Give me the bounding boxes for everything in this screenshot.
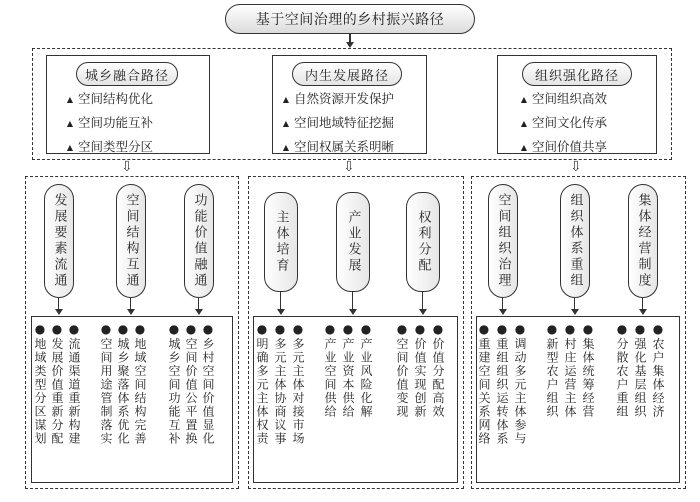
bullet-dot-icon: ● — [615, 322, 629, 338]
pillar-spatial-structure: 空间结构互通 — [116, 184, 146, 298]
pillar-connector — [422, 292, 423, 310]
bullet-dot-icon: ● — [184, 322, 198, 338]
pillar-industry-development: 产业发展 — [336, 192, 370, 292]
triangle-bullet-icon: ▲ — [66, 119, 74, 128]
bullet-dot-icon: ● — [651, 322, 665, 338]
triangle-bullet-icon: ▲ — [282, 119, 290, 128]
triangle-bullet-icon: ▲ — [520, 95, 528, 104]
detail-column: ●多元主体对接市场 — [291, 322, 305, 446]
detail-column: ●价值分配高效 — [431, 322, 445, 419]
detail-column: ●地域空间结构完善 — [133, 322, 147, 446]
detail-column: ●集体统筹经营 — [581, 322, 595, 419]
bullet-dot-icon: ● — [167, 322, 181, 338]
triangle-bullet-icon: ▲ — [282, 143, 290, 152]
pillar-connector — [352, 292, 353, 310]
path-header-label: 内生发展路径 — [304, 68, 389, 84]
bullet-dot-icon: ● — [431, 322, 445, 338]
diagram-title-text: 基于空间治理的乡村振兴路径 — [255, 12, 445, 28]
pillar-connector — [280, 292, 281, 310]
pillar-subject-cultivation: 主体培育 — [264, 192, 298, 292]
list-item: ▲ 空间类型分区 — [62, 135, 153, 159]
detail-column: ●空间价值公平置换 — [184, 322, 198, 446]
pillar-arrow-head — [55, 309, 63, 315]
path-header-urban-rural — [76, 62, 178, 86]
pillar-arrow-head — [127, 309, 135, 315]
bullet-dot-icon: ● — [116, 322, 130, 338]
pillar-arrow-head — [349, 309, 357, 315]
detail-column: ●流通渠道重新构建 — [67, 322, 81, 446]
pillar-collective-operation: 集体经营制度 — [628, 184, 658, 298]
pillar-arrow-head — [277, 309, 285, 315]
down-arrow-icon: ⇩ — [570, 159, 582, 175]
list-item: ▲ 空间权属关系明晰 — [278, 135, 394, 159]
detail-column: ●产业空间供给 — [323, 322, 337, 419]
triangle-bullet-icon: ▲ — [282, 95, 290, 104]
detail-column: ●重建空间关系网络 — [477, 322, 491, 446]
list-item: ▲ 自然资源开发保护 — [278, 87, 394, 111]
detail-column: ●产业资本供给 — [341, 322, 355, 419]
detail-column: ●空间用途管制落实 — [99, 322, 113, 446]
path-header-label: 组织强化路径 — [534, 68, 619, 84]
down-arrow-icon: ⇩ — [121, 159, 133, 175]
path-header-endogenous — [292, 62, 402, 86]
bullet-dot-icon: ● — [413, 322, 427, 338]
bullet-dot-icon: ● — [323, 322, 337, 338]
detail-column: ●乡村空间价值显化 — [201, 322, 215, 446]
detail-column: ●空间价值变现 — [395, 322, 409, 419]
bullet-dot-icon: ● — [395, 322, 409, 338]
bullet-dot-icon: ● — [477, 322, 491, 338]
detail-column: ●城乡聚落体系优化 — [116, 322, 130, 446]
bullet-dot-icon: ● — [273, 322, 287, 338]
detail-column: ●新型农户组织 — [545, 322, 559, 419]
pillar-arrow-head — [419, 309, 427, 315]
bullet-dot-icon: ● — [255, 322, 269, 338]
detail-column: ●明确多元主体权责 — [255, 322, 269, 446]
detail-column: ●分散农户重组 — [615, 322, 629, 419]
path-list-endogenous — [278, 87, 394, 159]
detail-column: ●村庄运营主体 — [563, 322, 577, 419]
list-item: ▲ 空间价值共享 — [516, 135, 607, 159]
path-list-urban-rural — [62, 87, 153, 159]
triangle-bullet-icon: ▲ — [520, 119, 528, 128]
bullet-dot-icon: ● — [513, 322, 527, 338]
down-arrow-icon: ⇩ — [343, 159, 355, 175]
bullet-dot-icon: ● — [291, 322, 305, 338]
bullet-dot-icon: ● — [201, 322, 215, 338]
detail-column: ●城乡空间功能互补 — [167, 322, 181, 446]
bullet-dot-icon: ● — [545, 322, 559, 338]
pillar-arrow-head — [195, 309, 203, 315]
detail-column: ●重组组织运转体系 — [495, 322, 509, 446]
path-header-organization — [522, 62, 632, 86]
detail-column: ●调动多元主体参与 — [513, 322, 527, 446]
list-item: ▲ 空间功能互补 — [62, 111, 153, 135]
bullet-dot-icon: ● — [33, 322, 47, 338]
list-item: ▲ 空间地域特征挖掘 — [278, 111, 394, 135]
path-header-label: 城乡融合路径 — [84, 68, 169, 84]
diagram-title — [225, 4, 475, 34]
triangle-bullet-icon: ▲ — [66, 143, 74, 152]
bullet-dot-icon: ● — [633, 322, 647, 338]
bullet-dot-icon: ● — [67, 322, 81, 338]
triangle-bullet-icon: ▲ — [66, 95, 74, 104]
triangle-bullet-icon: ▲ — [520, 143, 528, 152]
pillar-arrow-head — [571, 309, 579, 315]
detail-column: ●发展价值重新分配 — [50, 322, 64, 446]
detail-column: ●农户集体经济 — [651, 322, 665, 419]
pillar-arrow-head — [499, 309, 507, 315]
detail-column: ●强化基层组织 — [633, 322, 647, 419]
list-item: ▲ 空间文化传承 — [516, 111, 607, 135]
bullet-dot-icon: ● — [50, 322, 64, 338]
bullet-dot-icon: ● — [581, 322, 595, 338]
pillar-arrow-head — [639, 309, 647, 315]
pillar-function-value: 功能价值融通 — [184, 184, 214, 298]
detail-column: ●多元主体协商议事 — [273, 322, 287, 446]
pillar-development-factors: 发展要素流通 — [44, 184, 74, 298]
pillar-rights-distribution: 权利分配 — [406, 192, 440, 292]
detail-column: ●产业风险化解 — [359, 322, 373, 419]
detail-column: ●价值实现创新 — [413, 322, 427, 419]
pillar-org-system-restructure: 组织体系重组 — [560, 184, 590, 298]
bullet-dot-icon: ● — [495, 322, 509, 338]
bullet-dot-icon: ● — [359, 322, 373, 338]
list-item: ▲ 空间结构优化 — [62, 87, 153, 111]
pillar-spatial-org-governance: 空间组织治理 — [488, 184, 518, 298]
detail-column: ●地域类型分区谋划 — [33, 322, 47, 446]
bullet-dot-icon: ● — [99, 322, 113, 338]
bullet-dot-icon: ● — [563, 322, 577, 338]
list-item: ▲ 空间组织高效 — [516, 87, 607, 111]
path-list-organization — [516, 87, 607, 159]
bullet-dot-icon: ● — [133, 322, 147, 338]
bullet-dot-icon: ● — [341, 322, 355, 338]
